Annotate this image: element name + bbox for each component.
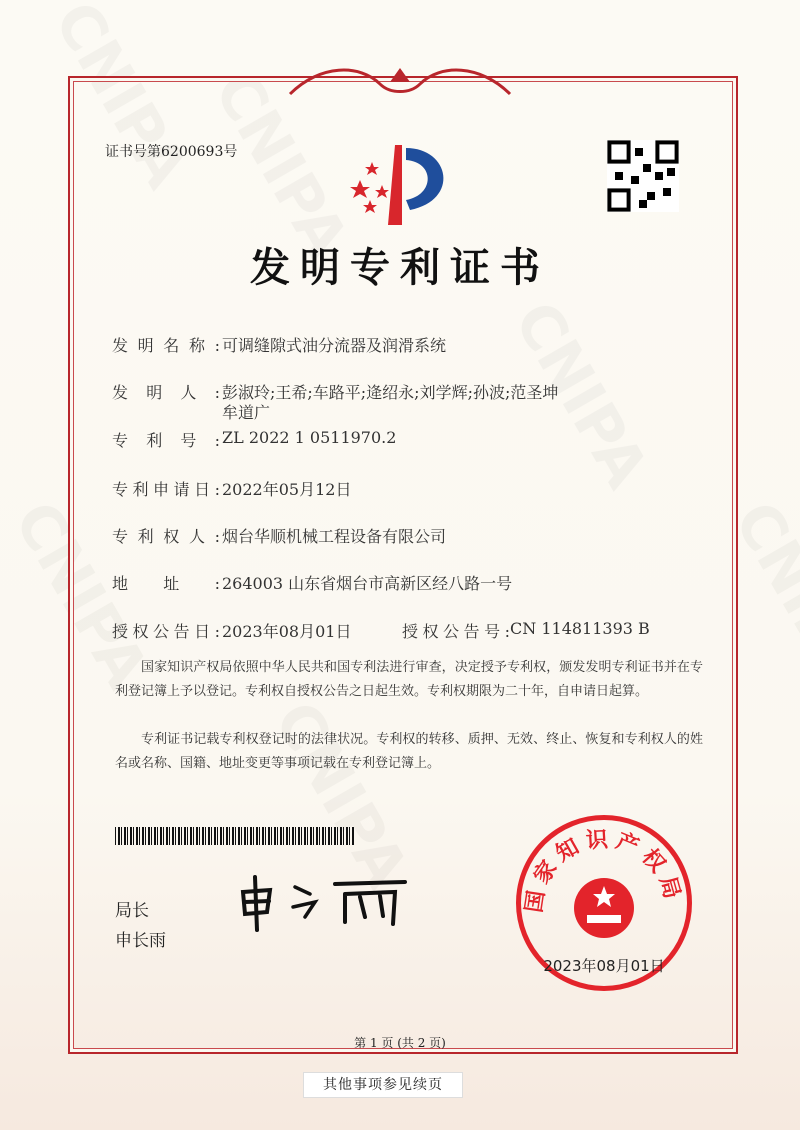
inventors-continued: 牟道广 [222, 403, 271, 422]
field-label: 授权公告号: [402, 622, 510, 641]
field-label: 发明名称: [112, 336, 220, 355]
top-ornament [280, 64, 520, 104]
paragraph: 国家知识产权局依照中华人民共和国专利法进行审查，决定授予专利权，颁发发明专利证书并在专利登记簿上予以登记。专利权自授权公告之日起生效。专利权期限为二十年，自申请日起算。 [115, 660, 703, 699]
field-label: 专利申请日: [112, 480, 220, 499]
paragraph: 专利证书记载专利权登记时的法律状况。专利权的转移、质押、无效、终止、恢复和专利权人的姓名或名称、国籍、地址变更等事项记载在专利登记簿上。 [115, 732, 703, 771]
certificate-number: 证书号第6200693号 [105, 144, 238, 160]
field-label: 专利权人: [112, 527, 220, 546]
signatory-name: 申长雨 [115, 931, 166, 951]
inventors: 彭淑玲;王希;车路平;逄绍永;刘学辉;孙波;范圣坤 [222, 383, 559, 402]
field-label: 专利号: [112, 431, 220, 450]
cnipa-logo [340, 140, 460, 230]
svg-text:国家知识产权局: 国家知识产权局 [521, 827, 686, 915]
field-label: 授权公告日: [112, 622, 220, 641]
patentee: 烟台华顺机械工程设备有限公司 [222, 527, 447, 546]
field-label: 地址: [112, 574, 220, 593]
application-date: 2022年05月12日 [222, 480, 352, 499]
patent-number: ZL 2022 1 0511970.2 [222, 428, 397, 447]
grant-publication-number: CN 114811393 B [510, 619, 650, 638]
grant-date: 2023年08月01日 [222, 622, 352, 641]
page-title: 发明专利证书 [250, 245, 550, 291]
qr-code[interactable] [607, 140, 679, 212]
seal-date: 2023年08月01日 [543, 957, 665, 975]
official-seal [516, 815, 692, 991]
barcode [115, 827, 355, 845]
page-indicator: 第 1 页 (共 2 页) [354, 1036, 446, 1050]
invention-name: 可调缝隙式油分流器及润滑系统 [222, 336, 447, 355]
address: 264003 山东省烟台市高新区经八路一号 [222, 574, 513, 593]
signature [235, 872, 415, 932]
field-label: 发明人: [112, 383, 220, 402]
continued-notice: 其他事项参见续页 [303, 1072, 463, 1098]
signatory-title: 局长 [115, 901, 149, 921]
